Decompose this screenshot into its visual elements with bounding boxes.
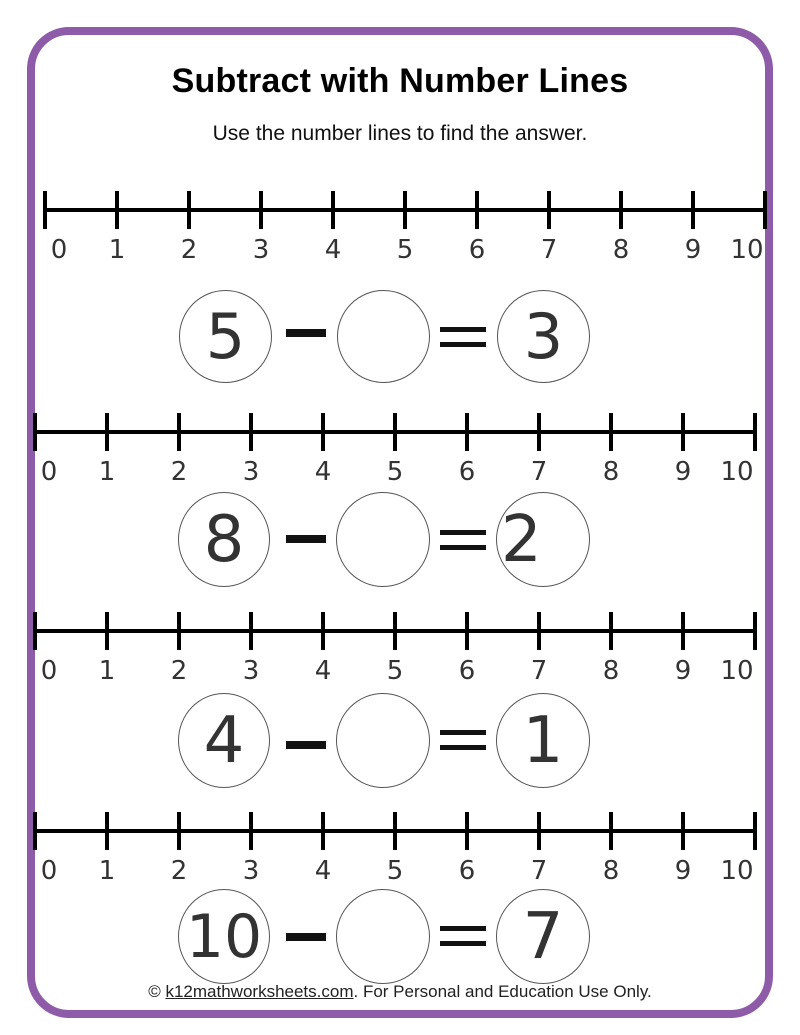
tick-label: 10 — [720, 656, 754, 686]
tick-mark — [681, 812, 685, 850]
tick-mark — [681, 413, 685, 451]
tick-label: 6 — [458, 656, 476, 686]
tick-mark — [105, 413, 109, 451]
tick-label: 1 — [98, 856, 116, 886]
tick-label: 0 — [40, 656, 58, 686]
equals-sign — [440, 327, 486, 347]
tick-label: 1 — [98, 457, 116, 487]
copyright-symbol: © — [148, 982, 161, 1001]
tick-mark — [33, 413, 37, 451]
tick-label: 6 — [458, 457, 476, 487]
tick-label: 7 — [530, 457, 548, 487]
tick-mark — [33, 812, 37, 850]
tick-label: 5 — [386, 656, 404, 686]
tick-label: 6 — [458, 856, 476, 886]
tick-label: 5 — [386, 856, 404, 886]
tick-mark — [105, 612, 109, 650]
tick-label: 2 — [170, 656, 188, 686]
equals-sign — [440, 530, 486, 550]
page-title: Subtract with Number Lines — [171, 62, 629, 100]
tick-label: 9 — [674, 457, 692, 487]
tick-mark — [465, 612, 469, 650]
tick-label: 2 — [180, 235, 198, 265]
minus-sign — [286, 329, 326, 337]
tick-mark — [465, 413, 469, 451]
tick-mark — [321, 413, 325, 451]
tick-mark — [33, 612, 37, 650]
tick-label: 0 — [40, 457, 58, 487]
tick-mark — [403, 191, 407, 229]
tick-label: 1 — [108, 235, 126, 265]
tick-label: 7 — [530, 856, 548, 886]
minuend-value: 8 — [203, 502, 245, 577]
tick-mark — [609, 812, 613, 850]
tick-label: 9 — [684, 235, 702, 265]
minuend-value: 4 — [203, 703, 245, 778]
minuend-circle — [179, 290, 272, 383]
tick-label: 3 — [242, 656, 260, 686]
answer-circle[interactable] — [336, 693, 430, 788]
tick-label: 10 — [730, 235, 764, 265]
tick-mark — [177, 812, 181, 850]
tick-mark — [537, 812, 541, 850]
minuend-value: 5 — [205, 300, 246, 373]
tick-label: 8 — [602, 457, 620, 487]
tick-label: 10 — [720, 457, 754, 487]
tick-mark — [609, 413, 613, 451]
number-line — [35, 413, 755, 487]
tick-mark — [115, 191, 119, 229]
tick-mark — [249, 413, 253, 451]
equals-sign — [440, 730, 486, 750]
number-line — [35, 612, 755, 686]
answer-circle[interactable] — [336, 492, 430, 587]
tick-label: 8 — [602, 856, 620, 886]
tick-mark — [43, 191, 47, 229]
tick-mark — [537, 612, 541, 650]
tick-mark — [465, 812, 469, 850]
equals-sign — [440, 926, 486, 946]
tick-label: 5 — [396, 235, 414, 265]
tick-mark — [249, 812, 253, 850]
tick-mark — [393, 812, 397, 850]
minuend-circle — [178, 889, 270, 984]
tick-mark — [691, 191, 695, 229]
tick-label: 5 — [386, 457, 404, 487]
tick-mark — [753, 812, 757, 850]
tick-mark — [321, 812, 325, 850]
tick-label: 4 — [324, 235, 342, 265]
tick-label: 8 — [602, 656, 620, 686]
answer-circle[interactable] — [337, 290, 430, 383]
tick-label: 1 — [98, 656, 116, 686]
tick-label: 0 — [40, 856, 58, 886]
difference-circle — [496, 889, 590, 984]
tick-mark — [619, 191, 623, 229]
tick-label: 0 — [50, 235, 68, 265]
tick-mark — [763, 191, 767, 229]
minuend-circle — [178, 492, 270, 587]
minus-sign — [286, 535, 326, 543]
difference-circle — [497, 290, 590, 383]
tick-mark — [393, 413, 397, 451]
minuend-value: 10 — [185, 901, 263, 972]
tick-mark — [547, 191, 551, 229]
tick-mark — [331, 191, 335, 229]
tick-mark — [753, 612, 757, 650]
difference-circle — [496, 492, 590, 587]
tick-label: 2 — [170, 856, 188, 886]
tick-label: 8 — [612, 235, 630, 265]
minus-sign — [286, 933, 326, 941]
usage-notice: . For Personal and Education Use Only. — [353, 982, 652, 1001]
tick-mark — [249, 612, 253, 650]
tick-label: 7 — [530, 656, 548, 686]
tick-label: 7 — [540, 235, 558, 265]
number-line — [45, 191, 765, 265]
instructions: Use the number lines to find the answer. — [212, 122, 588, 145]
difference-circle — [496, 693, 590, 788]
tick-mark — [321, 612, 325, 650]
tick-label: 9 — [674, 656, 692, 686]
difference-value: 3 — [523, 300, 564, 373]
difference-value: 1 — [522, 703, 564, 778]
tick-mark — [259, 191, 263, 229]
tick-label: 9 — [674, 856, 692, 886]
tick-mark — [681, 612, 685, 650]
tick-mark — [475, 191, 479, 229]
tick-label: 4 — [314, 856, 332, 886]
tick-label: 3 — [242, 457, 260, 487]
tick-label: 10 — [720, 856, 754, 886]
tick-mark — [537, 413, 541, 451]
number-line — [35, 812, 755, 886]
tick-label: 4 — [314, 656, 332, 686]
tick-label: 6 — [468, 235, 486, 265]
difference-value: 7 — [522, 899, 564, 974]
tick-label: 3 — [242, 856, 260, 886]
tick-mark — [177, 612, 181, 650]
tick-mark — [187, 191, 191, 229]
tick-mark — [393, 612, 397, 650]
difference-value: 2 — [501, 502, 542, 577]
tick-label: 2 — [170, 457, 188, 487]
copyright-footer — [0, 982, 800, 1002]
tick-mark — [177, 413, 181, 451]
tick-label: 4 — [314, 457, 332, 487]
tick-mark — [105, 812, 109, 850]
tick-label: 3 — [252, 235, 270, 265]
site-link[interactable]: k12mathworksheets.com — [165, 982, 354, 1001]
tick-mark — [753, 413, 757, 451]
answer-circle[interactable] — [336, 889, 430, 984]
minuend-circle — [178, 693, 270, 788]
tick-mark — [609, 612, 613, 650]
minus-sign — [286, 741, 326, 749]
